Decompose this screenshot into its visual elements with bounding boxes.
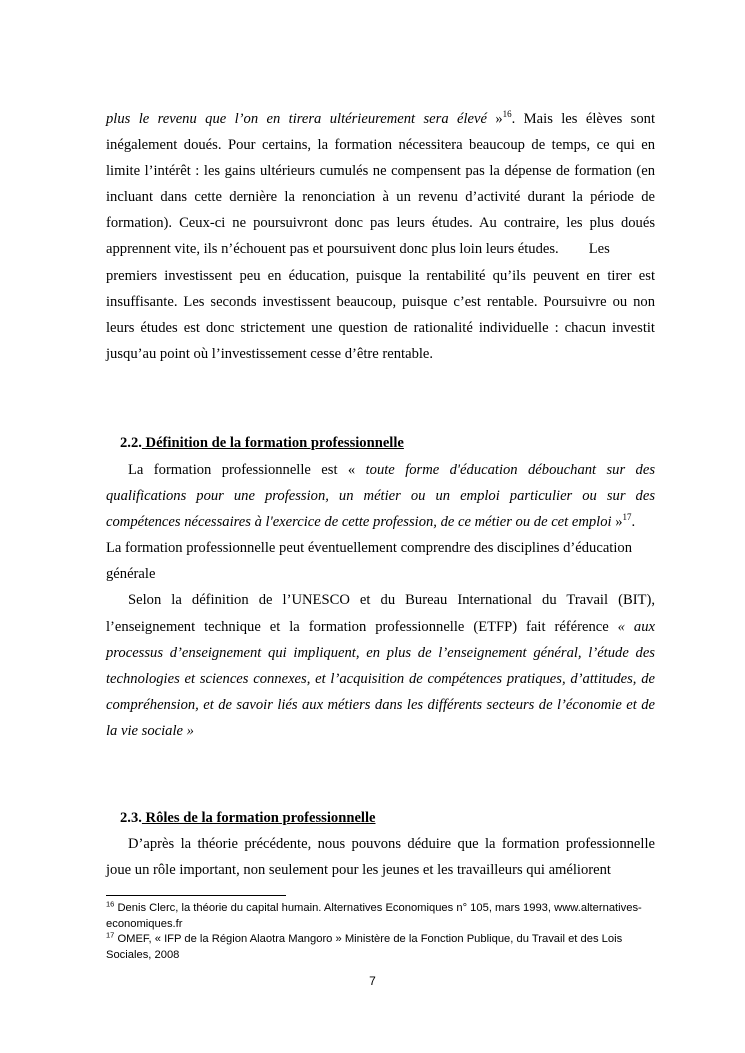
section-2-3-number: 2.3. [120, 810, 142, 826]
definition-quote-close: » [611, 514, 623, 531]
section-2-2-number: 2.2. [120, 435, 142, 451]
section-2-2-heading [120, 433, 404, 453]
definition-paragraph [106, 457, 655, 535]
footnotes [106, 901, 655, 963]
unesco-paragraph [106, 587, 655, 744]
section-2-2-title: Définition de la formation professionnelle [141, 435, 404, 451]
footnote-ref-17[interactable]: 17 [622, 512, 632, 523]
unesco-text: Selon la définition de l’UNESCO et du Bureau International du Travail (BIT), l’enseignement technique et la formation professionnelle (ETFP) fait référence [106, 592, 655, 635]
section-2-3-body [106, 831, 655, 883]
footnote-16-text: Denis Clerc, la théorie du capital humain. Alternatives Economiques n° 105, mars 1993, www.alternatives-economiques.fr [106, 902, 642, 930]
intro-text: . Mais les élèves sont inégalement doués. Pour certains, la formation nécessitera beaucoup de temps, ce qui en limite l’intérêt : les gains ultérieurs cumulés ne compensent pas la dépense de formation (en incluant dans cette dernière la renonciation à un revenu d’activité durant la période de formation). Ceux-ci ne poursuivront donc pas leurs études. Au contraire, les plus doués apprennent vite, ils n’échouent pas et poursuivent donc plus loin leurs études. [106, 111, 656, 258]
intro-tail: Les [588, 241, 610, 258]
intro-paragraph-2: premiers investissent peu en éducation, puisque la rentabilité qu’ils peuvent en tirer est insuffisante. Les seconds investissent beaucoup, puisque c’est rentable. Poursuivre ou non leurs études est donc strictement une question de rationalité individuelle : chacun investit jusqu’au point où l’investissement cesse d’être rentable. [106, 267, 655, 362]
footnote-17 [106, 932, 655, 963]
footnote-17-text: OMEF, « IFP de la Région Alaotra Mangoro » Ministère de la Fonction Publique, du Travail et des Lois Sociales, 2008 [106, 933, 623, 961]
intro-quote: plus le revenu que l’on en tirera ultérieurement sera élevé [106, 111, 487, 127]
page-number: 7 [369, 974, 376, 988]
intro-paragraph-1 [106, 106, 655, 263]
intro-quote-close: » [486, 111, 503, 127]
section-2-3-title: Rôles de la formation professionnelle [141, 810, 376, 826]
section-2-2-body [106, 457, 655, 744]
footnote-16 [106, 901, 655, 932]
roles-paragraph: D’après la théorie précédente, nous pouvons déduire que la formation professionnelle joue un rôle important, non seulement pour les jeunes et les travailleurs qui améliorent [106, 836, 655, 879]
footnote-ref-16[interactable]: 16 [502, 109, 512, 120]
general-education-paragraph: La formation professionnelle peut éventuellement comprendre des disciplines d’éducation générale [106, 540, 633, 583]
definition-quote: toute forme d'éducation débouchant sur des qualifications pour une profession, un métier ou un emploi particulier ou sur des compétences nécessaires à l'exercice de cette profession, de ce métier ou de cet emploi [106, 462, 655, 531]
unesco-quote: « aux processus d’enseignement qui impliquent, en plus de l’enseignement général, l’étude des technologies et sciences connexes, et l’acquisition de compétences pratiques, d’attitudes, de compréhension, et de savoir liés aux métiers dans les différents secteurs de l’économie et de la vie sociale » [106, 618, 655, 739]
definition-intro: La formation professionnelle est « [128, 462, 366, 478]
footnote-divider [106, 895, 286, 896]
footnote-16-number: 16 [106, 899, 115, 909]
section-2-3-heading [120, 808, 376, 828]
intro-paragraph-block [106, 106, 655, 367]
definition-end: . [631, 514, 636, 531]
footnote-17-number: 17 [106, 930, 115, 940]
